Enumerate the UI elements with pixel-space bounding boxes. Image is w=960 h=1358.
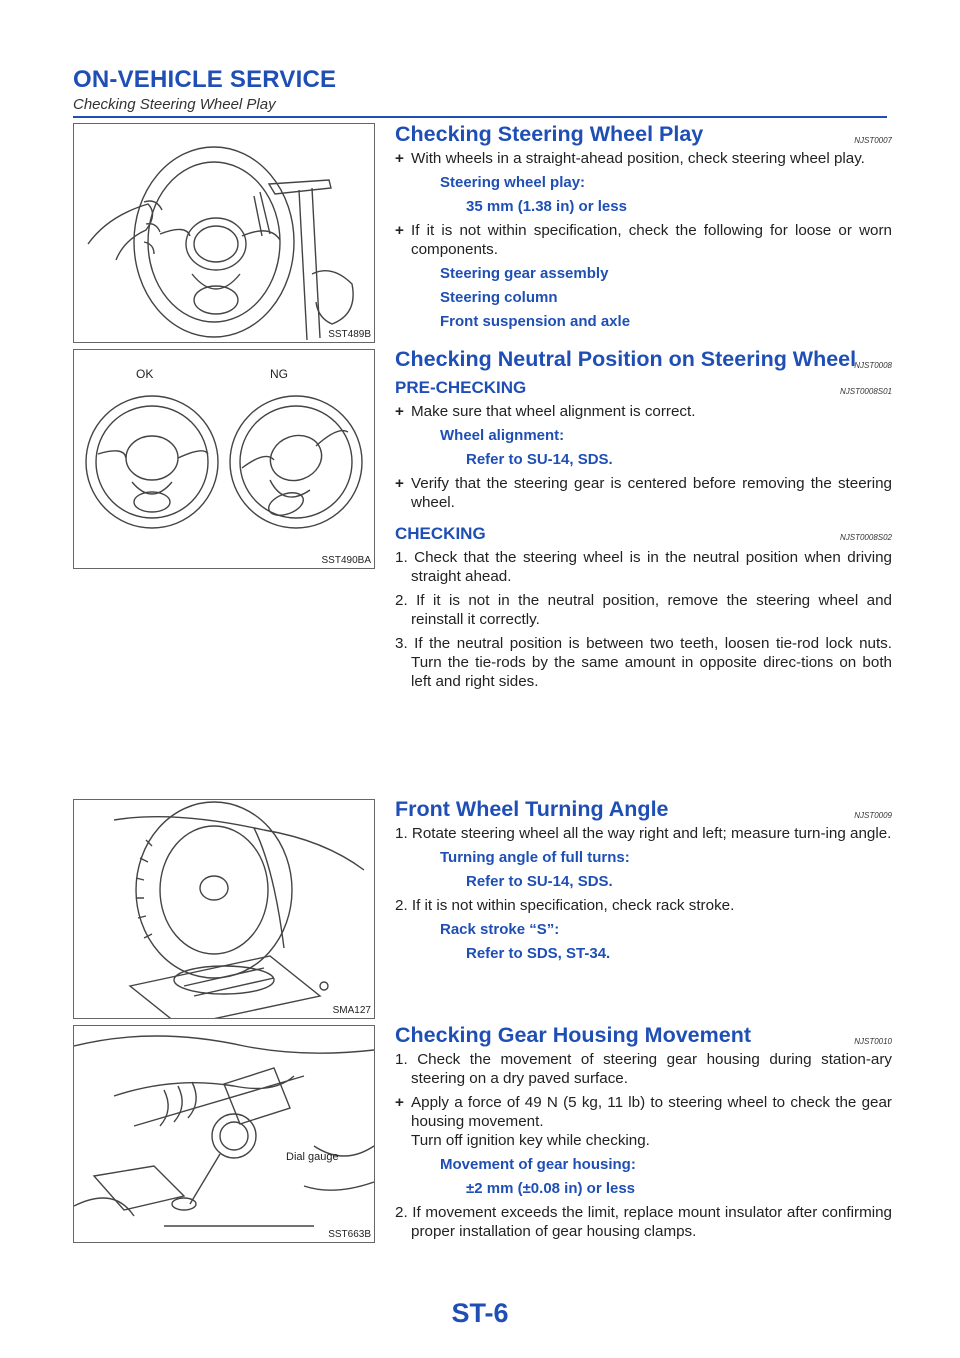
subsection-title: CHECKING NJST0008S02: [395, 524, 892, 543]
subsection-code: NJST0008S02: [839, 533, 892, 542]
component-item: Front suspension and axle: [440, 313, 631, 330]
spec-label: Steering wheel play:: [440, 174, 586, 191]
ok-ng-steering-wheels-illustration: [74, 350, 374, 568]
section-gear-housing: [395, 1023, 892, 1246]
figure-turning-angle: [73, 799, 375, 1019]
bullet-item: + If it is not within specification, check the following for loose or worn components.: [395, 221, 892, 259]
figure-caption: SMA127: [332, 1005, 371, 1016]
header-divider: [73, 116, 887, 118]
subsection-title: PRE-CHECKING NJST0008S01: [395, 378, 892, 397]
dial-gauge-illustration: [74, 1026, 374, 1242]
section-title: Checking Neutral Position on Steering Wheel NJST0008: [395, 347, 892, 371]
ok-label: OK: [136, 367, 154, 381]
page-number: ST-6: [451, 1298, 509, 1328]
figure-caption: SST663B: [328, 1229, 371, 1240]
note-text: Turn off ignition key while checking.: [411, 1132, 650, 1149]
section-code: NJST0010: [854, 1037, 892, 1046]
figure-gear-housing: [73, 1025, 375, 1243]
spec-label: Movement of gear housing:: [440, 1156, 636, 1173]
bullet-item: + Apply a force of 49 N (5 kg, 11 lb) to steering wheel to check the gear housing movement.: [395, 1093, 892, 1131]
component-item: Steering column: [440, 289, 558, 306]
step-item: 1. Rotate steering wheel all the way right and left; measure turn-ing angle.: [395, 825, 892, 842]
spec-value: ±2 mm (±0.08 in) or less: [466, 1180, 636, 1197]
figure-caption: SST490BA: [321, 555, 371, 566]
step-item: 2. If movement exceeds the limit, replace mount insulator after confirming proper installation of gear housing clamps.: [395, 1204, 892, 1240]
subsection-code: NJST0008S01: [839, 387, 892, 396]
page-header-title: ON-VEHICLE SERVICE: [73, 66, 337, 93]
spec-value: 35 mm (1.38 in) or less: [466, 198, 627, 215]
dial-gauge-label: Dial gauge: [286, 1151, 339, 1163]
figure-steering-wheel-play: [73, 123, 375, 343]
section-title: Checking Gear Housing Movement NJST0010: [395, 1023, 892, 1047]
step-item: 1. Check that the steering wheel is in the neutral position when driving straight ahead.: [395, 549, 892, 585]
step-item: 2. If it is not in the neutral position, remove the steering wheel and reinstall it correctly.: [395, 592, 892, 628]
figure-caption: SST489B: [328, 329, 371, 340]
section-steering-wheel-play: [395, 122, 892, 336]
spec-value: Refer to SU-14, SDS.: [466, 873, 613, 890]
turning-radius-gauge-illustration: [74, 800, 374, 1018]
step-item: 1. Check the movement of steering gear housing during station-ary steering on a dry paved surface.: [395, 1051, 892, 1087]
spec-label: Wheel alignment:: [440, 427, 565, 444]
section-turning-angle: [395, 797, 892, 968]
spec-value: Refer to SU-14, SDS.: [466, 451, 613, 468]
section-title: Checking Steering Wheel Play NJST0007: [395, 122, 892, 146]
section-code: NJST0008: [854, 361, 892, 370]
spec-label: Rack stroke “S”:: [440, 921, 560, 938]
bullet-item: + Verify that the steering gear is centered before removing the steering wheel.: [395, 474, 892, 512]
spec-value: Refer to SDS, ST-34.: [466, 945, 611, 962]
step-item: 2. If it is not within specification, check rack stroke.: [395, 897, 735, 914]
bullet-item: + With wheels in a straight-ahead position, check steering wheel play.: [395, 149, 892, 168]
bullet-item: + Make sure that wheel alignment is correct.: [395, 402, 892, 421]
steering-wheel-play-illustration: [74, 124, 374, 342]
section-title: Front Wheel Turning Angle NJST0009: [395, 797, 892, 821]
component-item: Steering gear assembly: [440, 265, 609, 282]
section-code: NJST0009: [854, 811, 892, 820]
ng-label: NG: [270, 367, 288, 381]
figure-neutral-position: [73, 349, 375, 569]
spec-label: Turning angle of full turns:: [440, 849, 630, 866]
page-header-subtitle: Checking Steering Wheel Play: [73, 96, 276, 113]
step-item: 3. If the neutral position is between two teeth, loosen tie-rod lock nuts. Turn the tie-rods by the same amount in opposite direc-tions on both left and right sides.: [395, 635, 892, 690]
section-code: NJST0007: [854, 136, 892, 145]
section-neutral-position: [395, 347, 892, 696]
